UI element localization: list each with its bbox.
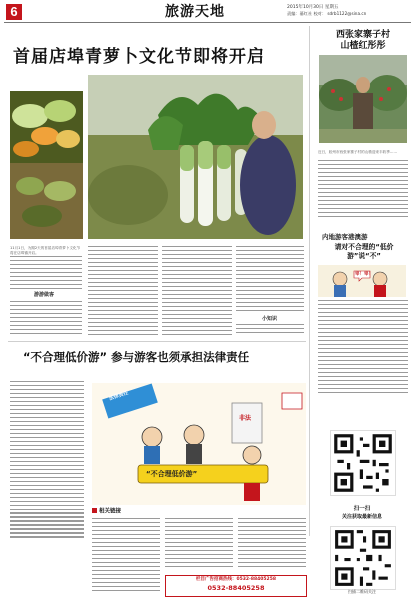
radish-photo	[88, 75, 303, 239]
issue-date: 2015年10月30日 星期五	[287, 5, 339, 10]
masthead	[0, 0, 415, 24]
sidebar-divider	[309, 26, 310, 536]
profile-headline-line1: 西张家寨子村	[335, 30, 390, 40]
main-story-col4a	[236, 246, 304, 314]
main-story-col1b	[10, 301, 82, 339]
hk-body	[318, 300, 408, 398]
feature-col2	[92, 518, 160, 594]
related-links-marker	[92, 508, 97, 513]
qr-label: 扫一扫	[353, 506, 371, 512]
editor-email: sdrb1122@sina.cn	[327, 11, 367, 16]
related-links-heading	[92, 508, 121, 516]
qr-code-1[interactable]	[330, 430, 396, 496]
qr-caption: 关注获取最新信息	[341, 514, 382, 520]
editor-credit: 责编：綦红社 校对：	[287, 11, 327, 16]
cartoon-sign: “不合理低价游”	[146, 470, 198, 478]
cartoon-tag: 非法	[239, 415, 252, 422]
melon-photo	[10, 91, 83, 239]
main-story-col4b	[236, 324, 304, 338]
hawthorn-photo	[319, 55, 407, 143]
ad-hotline-box	[165, 575, 307, 597]
hk-cartoon-speech: 宰！宰！	[355, 272, 373, 277]
masthead-rule	[4, 22, 411, 23]
qr-section	[312, 428, 412, 596]
main-story-subhead: 游游做客	[34, 292, 55, 298]
main-story-col3	[162, 246, 232, 338]
hk-headline: 请对不合理的“低价游”说“不”	[334, 243, 394, 260]
editor-line	[287, 11, 366, 17]
profile-lead: 近日，胶州市西张家寨子村的山楂迎来丰收季……	[318, 150, 398, 154]
qr-caption-2: 扫描二维码关注	[348, 589, 376, 594]
small-knowledge-heading: 小知识	[262, 316, 278, 322]
hk-cartoon	[318, 265, 406, 297]
main-story-col1	[10, 246, 82, 292]
main-headline: 首届店埠青萝卜文化节即将开启	[13, 47, 265, 67]
feature-top-rule	[8, 341, 306, 342]
page-number-badge: 6	[6, 4, 22, 20]
ad-hotline-number: 0532-88405258	[207, 584, 265, 592]
ad-contact: 栏目广告招商热线：0532-88405258	[196, 577, 276, 582]
profile-headline-line2: 山楂红彤彤	[340, 41, 386, 51]
feature-cartoon	[92, 383, 306, 505]
section-title: 旅游天地	[165, 4, 225, 20]
cartoon-bubble: 法律责任	[108, 390, 130, 402]
profile-headline	[318, 30, 408, 52]
hk-kicker: 内地游客港澳游	[322, 233, 368, 241]
feature-col1	[10, 381, 84, 541]
feature-col3	[165, 518, 233, 572]
feature-headline: “不合理低价游” 参与游客也须承担法律责任	[23, 350, 250, 364]
main-story-lead: 11月1日，为期2天的首届店埠青萝卜文化节将在店埠镇开启。	[10, 246, 81, 255]
related-links-label: 相关链接	[99, 508, 122, 515]
main-story-col2	[88, 246, 158, 338]
profile-body	[318, 150, 408, 225]
qr-code-2[interactable]	[330, 526, 396, 590]
feature-col4	[238, 518, 306, 572]
